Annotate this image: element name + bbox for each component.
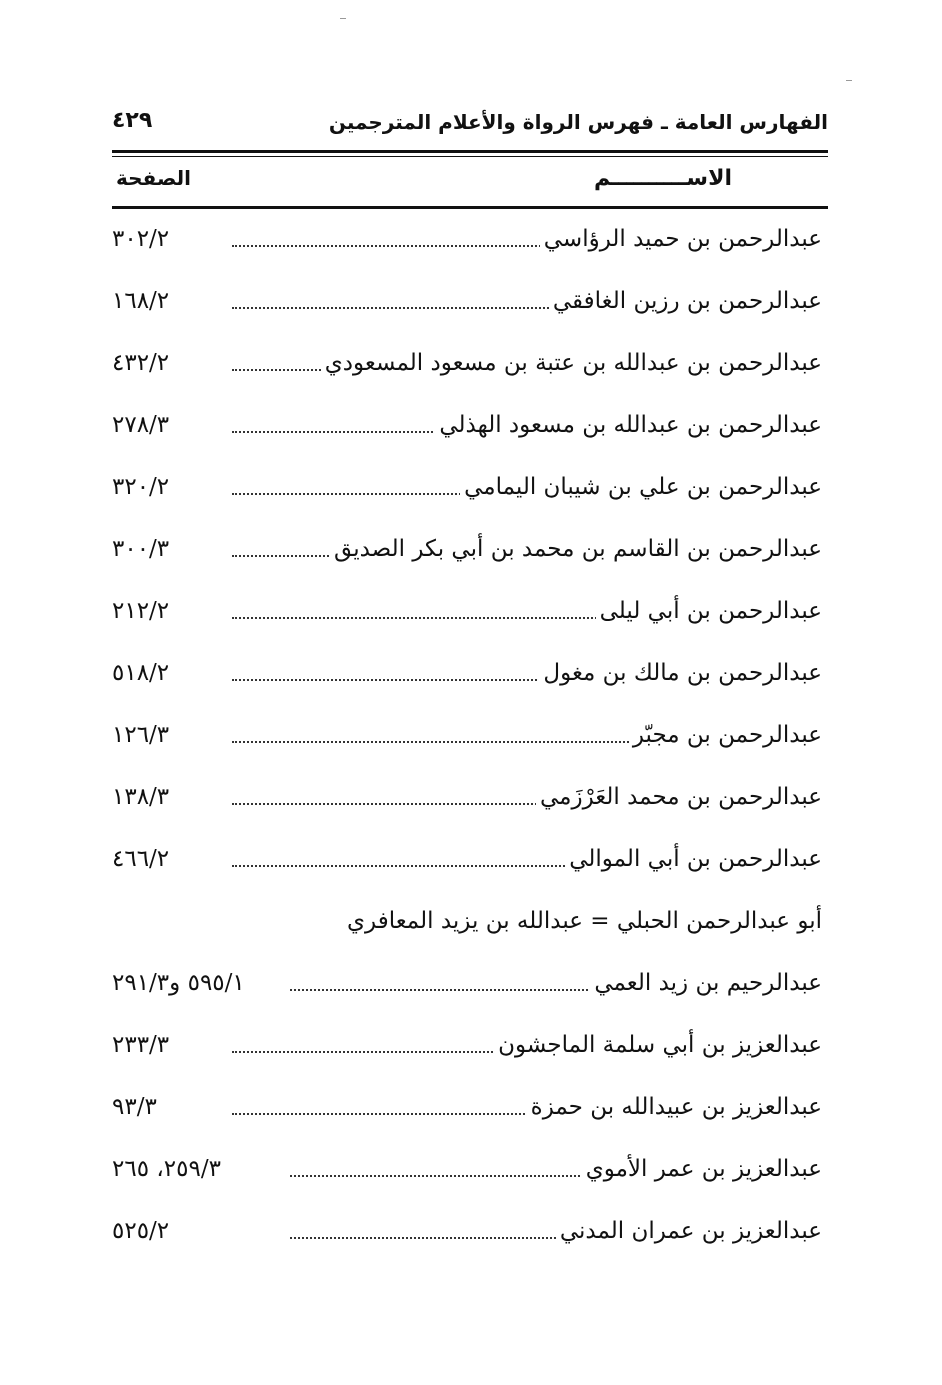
entry-page-ref: ٢٣٣/٣ [112, 1032, 170, 1058]
entry-name: عبدالرحمن بن القاسم بن محمد بن أبي بكر الصديق [330, 536, 822, 562]
index-entry [112, 586, 828, 648]
entry-name: عبدالعزيز بن أبي سلمة الماجشون [494, 1032, 822, 1058]
index-entry [112, 400, 828, 462]
index-entry [112, 1082, 828, 1144]
index-entry [112, 1144, 828, 1206]
scan-speck [340, 18, 346, 19]
entry-name: عبدالرحمن بن محمد العَرْزَمي [536, 784, 822, 810]
index-entries [112, 214, 828, 1268]
entry-page-ref: ٢٥٩/٣، ٢٦٥ [112, 1156, 221, 1182]
index-entry-cross-reference [112, 896, 828, 958]
entry-page-ref: ٤٦٦/٢ [112, 846, 170, 872]
column-heading-rule [112, 206, 828, 209]
entry-name: عبدالعزيز بن عمر الأموي [582, 1156, 822, 1182]
entry-name: عبدالعزيز بن عمران المدني [556, 1218, 822, 1244]
index-entry [112, 276, 828, 338]
entry-name: عبدالعزيز بن عبيدالله بن حمزة [527, 1094, 822, 1120]
scan-speck [846, 80, 852, 81]
running-header [112, 106, 828, 142]
entry-page-ref: ٥٩٥/١ و٢٩١/٣ [112, 970, 245, 996]
header-rule-thick [112, 150, 828, 153]
entry-page-ref: ٩٣/٣ [112, 1094, 157, 1120]
entry-page-ref: ١٢٦/٣ [112, 722, 170, 748]
index-entry [112, 462, 828, 524]
index-entry [112, 214, 828, 276]
index-entry [112, 648, 828, 710]
index-entry [112, 338, 828, 400]
entry-page-ref: ٣٢٠/٢ [112, 474, 170, 500]
entry-name: عبدالرحمن بن عبدالله بن عتبة بن مسعود المسعودي [321, 350, 822, 376]
entry-name: عبدالرحمن بن عبدالله بن مسعود الهذلي [435, 412, 822, 438]
entry-page-ref: ١٣٨/٣ [112, 784, 170, 810]
column-headings [112, 160, 828, 204]
index-entry [112, 958, 828, 1020]
entry-name: عبدالرحمن بن رزين الغافقي [549, 288, 822, 314]
entry-page-ref: ١٦٨/٢ [112, 288, 170, 314]
entry-name: عبدالرحيم بن زيد العمي [590, 970, 822, 996]
entry-name: عبدالرحمن بن حميد الرؤاسي [540, 226, 822, 252]
entry-name: عبدالرحمن بن مجبّر [629, 722, 822, 748]
entry-name: عبدالرحمن بن مالك بن مغول [539, 660, 822, 686]
column-heading-name: الاســــــــــم [593, 166, 732, 191]
header-rule-thin [112, 156, 828, 157]
index-entry [112, 772, 828, 834]
entry-name: عبدالرحمن بن علي بن شيبان اليمامي [460, 474, 822, 500]
entry-page-ref: ٤٣٢/٢ [112, 350, 170, 376]
entry-page-ref: ٢١٢/٢ [112, 598, 170, 624]
entry-page-ref: ٣٠٢/٢ [112, 226, 170, 252]
index-entry [112, 524, 828, 586]
column-heading-page: الصفحة [116, 166, 192, 190]
running-title: الفهارس العامة ـ فهرس الرواة والأعلام المترجمين [328, 110, 828, 134]
index-entry [112, 710, 828, 772]
entry-page-ref: ٥٢٥/٢ [112, 1218, 170, 1244]
index-entry [112, 1020, 828, 1082]
entry-name: عبدالرحمن بن أبي الموالي [565, 846, 822, 872]
page-number: ٤٢٩ [112, 108, 153, 133]
entry-page-ref: ٥١٨/٢ [112, 660, 170, 686]
index-entry [112, 834, 828, 896]
entry-page-ref: ٣٠٠/٣ [112, 536, 170, 562]
entry-page-ref: ٢٧٨/٣ [112, 412, 170, 438]
entry-name: أبو عبدالرحمن الحبلي = عبدالله بن يزيد المعافري [343, 908, 822, 934]
index-entry [112, 1206, 828, 1268]
entry-name: عبدالرحمن بن أبي ليلى [596, 598, 822, 624]
